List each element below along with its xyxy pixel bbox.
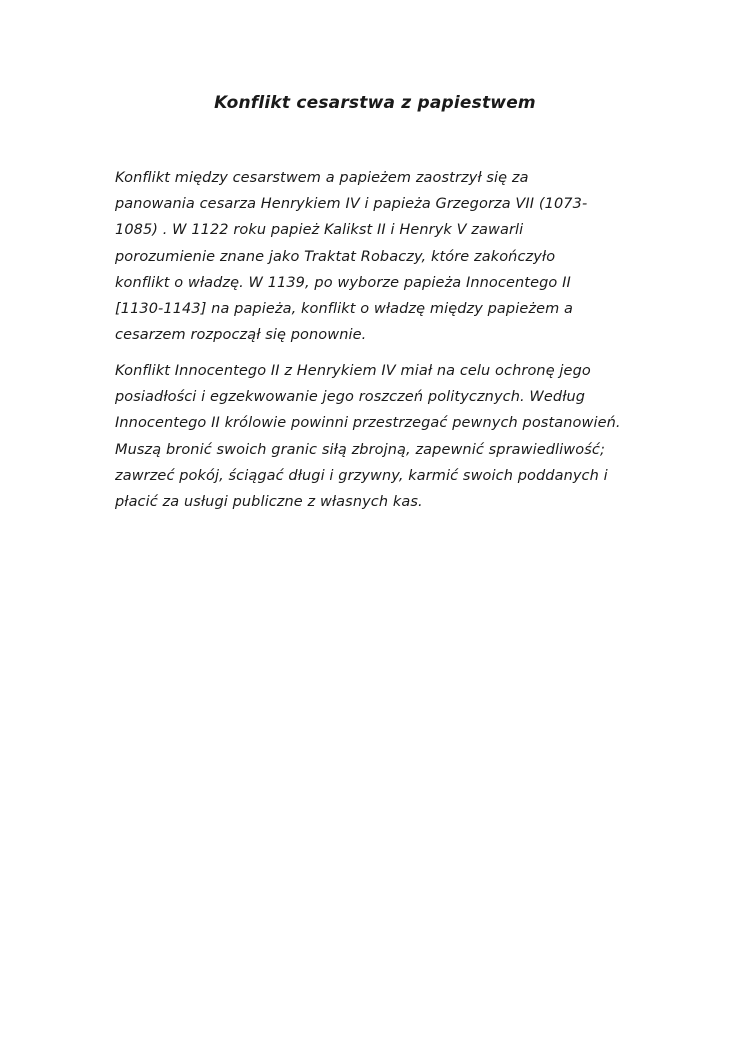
- paragraph-1: [115, 165, 645, 348]
- paragraph-2-line: płacić za usługi publiczne z własnych kas.: [115, 494, 423, 511]
- paragraph-1-line: cesarzem rozpoczął się ponownie.: [115, 327, 367, 344]
- paragraph-1-line: [1130-1143] na papieża, konflikt o władzę między papieżem a: [115, 301, 574, 318]
- document-title: Konflikt cesarstwa z papiestwem: [214, 93, 536, 113]
- paragraph-1-line: porozumienie znane jako Traktat Robaczy, które zakończyło: [115, 248, 556, 265]
- paragraph-2: [115, 358, 645, 515]
- paragraph-1-line: panowania cesarza Henrykiem IV i papieża Grzegorza VII (1073-: [115, 196, 588, 213]
- paragraph-1-line: konflikt o władzę. W 1139, po wyborze papieża Innocentego II: [115, 274, 571, 291]
- paragraph-1-line: Konflikt między cesarstwem a papieżem zaostrzył się za: [115, 170, 529, 186]
- paragraph-1-line: 1085) . W 1122 roku papież Kalikst II i Henryk V zawarli: [115, 222, 524, 239]
- paragraph-2-line: Muszą bronić swoich granic siłą zbrojną, zapewnić sprawiedliwość;: [115, 441, 605, 458]
- paragraph-2-line: Konflikt Innocentego II z Henrykiem IV miał na celu ochronę jego: [115, 363, 591, 379]
- paragraph-2-line: zawrzeć pokój, ściągać długi i grzywny, karmić swoich poddanych i: [115, 467, 608, 484]
- paragraph-2-line: posiadłości i egzekwowanie jego roszczeń politycznych. Według: [115, 389, 586, 406]
- paragraph-2-line: Innocentego II królowie powinni przestrzegać pewnych postanowień.: [115, 415, 621, 432]
